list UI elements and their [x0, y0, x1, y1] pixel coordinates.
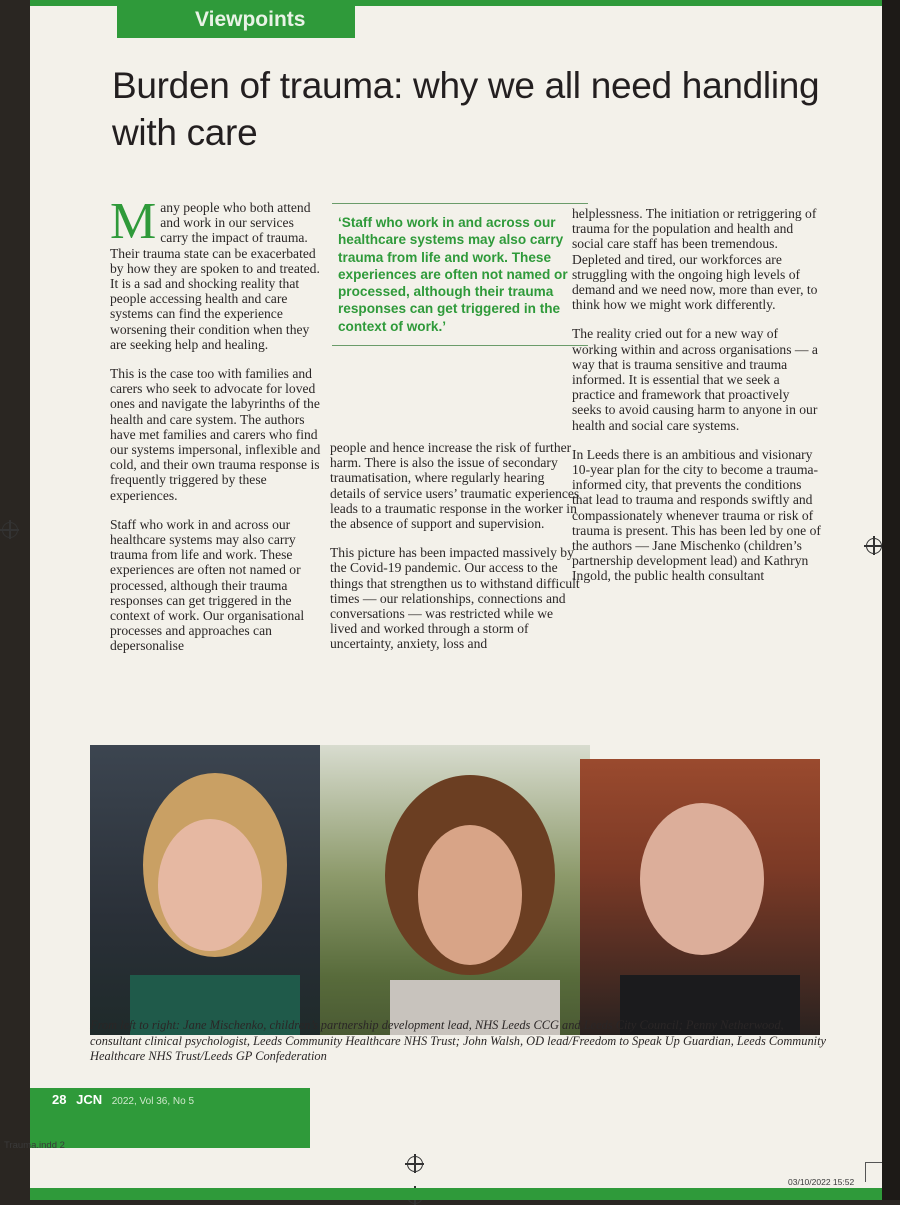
registration-mark-icon	[407, 1156, 423, 1172]
pull-quote: ‘Staff who work in and across our healthcare systems may also carry trauma from life and work. These experiences are often not named or processed, although their trauma responses can get triggered in the context of work.’	[332, 203, 588, 346]
background-edge	[882, 0, 900, 1200]
column-3	[572, 206, 822, 598]
column-1	[110, 193, 322, 668]
author-photos	[90, 745, 820, 1035]
paragraph: people and hence increase the risk of further harm. There is also the issue of secondary traumatisation, where regularly hearing details of service users’ traumatic experiences leads to a traumatic response in the worker in the absence of support and supervision.	[330, 440, 580, 532]
bottom-rule	[30, 1188, 882, 1200]
journal-name: JCN	[76, 1092, 103, 1107]
photo-penny-netherwood	[320, 745, 590, 1035]
paragraph: helplessness. The initiation or retriggering of trauma for the population and health and social care staff has been tremendous. Depleted and tired, our workforces are struggling with the ongoing high levels of demand and we need now, more than ever, to think how we might work differently.	[572, 206, 818, 313]
paragraph: This is the case too with families and carers who seek to advocate for loved ones and navigate the labyrinths of the health and care system. The authors have met families and carers who find our systems impersonal, inflexible and cold, and their own trauma response is frequently triggered by these experiences.	[110, 366, 321, 503]
paragraph: The reality cried out for a new way of working within and across organisations — a way that is trauma sensitive and trauma informed. It is essential that we seek a practice and framework that proactively seeks to avoid causing harm to anyone in our health and social care systems.	[572, 326, 818, 433]
registration-mark-icon	[2, 522, 18, 538]
magazine-page	[4, 0, 882, 1200]
paragraph: In Leeds there is an ambitious and visionary 10-year plan for the city to become a trauma-informed city, that prevents the conditions that lead to trauma and responds swiftly and compassionately whenever trauma or risk of trauma is present. This has been led by one of the authors — Jane Mischenko (children’s partnership development lead) and Kathryn Ingold, the public health consultant	[572, 446, 821, 584]
registration-mark-icon	[866, 538, 882, 554]
issue-info: 2022, Vol 36, No 5	[111, 1096, 195, 1107]
photo-jane-mischenko	[90, 745, 340, 1035]
section-label: Viewpoints	[117, 0, 355, 38]
paragraph: Many people who both attend and work in our services carry the impact of trauma. Their trauma state can be exacerbated by how they are spoken to and treated. It is a sad and shocking reality that people accessing health and care systems can find the experience worsening their condition when they are seeking help and healing.	[110, 193, 320, 352]
folio	[30, 1090, 194, 1110]
paragraph: Staff who work in and across our healthcare systems may also carry trauma from life and work. These experiences are often not named or processed, although their trauma responses can get triggered in the context of work. Our organisational processes and approaches can depersonalise	[110, 516, 305, 654]
crop-mark	[865, 1162, 866, 1182]
article-title: Burden of trauma: why we all need handling with care	[112, 65, 820, 153]
paragraph: This picture has been impacted massively by the Covid-19 pandemic. Our access to the things that strengthen us to withstand difficult times — our relationships, connections and conversations — was restricted while we lived and worked through a storm of uncertainty, anxiety, loss and	[330, 545, 580, 652]
column-2	[330, 440, 580, 666]
print-datetime: 03/10/2022 15:52	[788, 1177, 855, 1187]
page-number: 28	[52, 1092, 67, 1107]
drop-cap: M	[110, 193, 157, 250]
photo-caption: From left to right: Jane Mischenko, children’s partnership development lead, NHS Leeds CCG and Leeds City Council; Penny Netherwood, consultant clinical psychologist, Leeds Community Healthcare NHS Trust; John Walsh, OD lead/Freedom to Speak Up Guardian, Leeds Community Healthcare NHS Trust/Leeds GP Confederation	[90, 1018, 827, 1063]
crop-mark	[865, 1162, 882, 1163]
file-slug: Trauma.indd 2	[4, 1140, 65, 1151]
photo-john-walsh	[580, 759, 820, 1035]
